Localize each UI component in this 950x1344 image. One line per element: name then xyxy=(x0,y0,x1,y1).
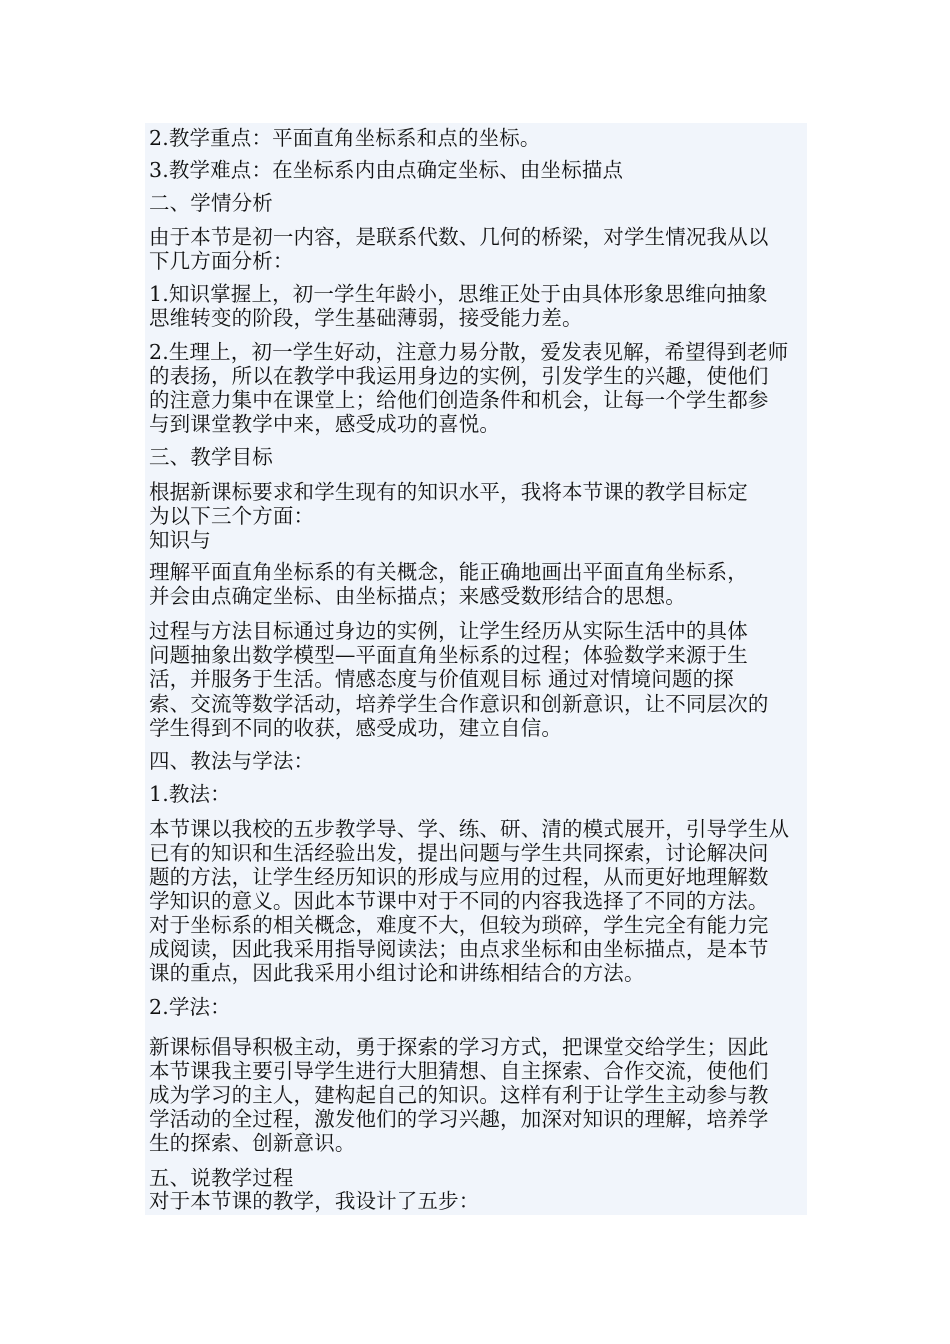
text-line: 生的探索、创新意识。 xyxy=(149,1131,356,1155)
document-body xyxy=(145,123,807,1215)
text-line: 为以下三个方面： xyxy=(149,504,315,528)
text-line: 过程与方法目标通过身边的实例，让学生经历从实际生活中的具体 xyxy=(149,619,748,643)
text-line: 索、交流等数学活动，培养学生合作意识和创新意识，让不同层次的 xyxy=(149,692,769,716)
text-line: 1.知识掌握上，初一学生年龄小，思维正处于由具体形象思维向抽象 xyxy=(149,282,768,306)
text-line: 理解平面直角坐标系的有关概念，能正确地画出平面直角坐标系， xyxy=(149,560,748,584)
text-line: 已有的知识和生活经验出发，提出问题与学生共同探索，讨论解决问 xyxy=(149,841,769,865)
text-line: 根据新课标要求和学生现有的知识水平，我将本节课的教学目标定 xyxy=(149,480,748,504)
text-line: 与到课堂教学中来，感受成功的喜悦。 xyxy=(149,412,501,436)
text-line: 学活动的全过程，激发他们的学习兴趣，加深对知识的理解，培养学 xyxy=(149,1107,769,1131)
text-line: 对于坐标系的相关概念，难度不大，但较为琐碎，学生完全有能力完 xyxy=(149,913,769,937)
text-line: 由于本节是初一内容，是联系代数、几何的桥梁，对学生情况我从以 xyxy=(149,225,769,249)
text-line: 学生得到不同的收获，感受成功，建立自信。 xyxy=(149,716,562,740)
section-heading: 五、说教学过程 xyxy=(149,1166,294,1190)
text-line: 下几方面分析： xyxy=(149,249,294,273)
subheading: 1.教法： xyxy=(149,782,231,806)
text-line: 思维转变的阶段，学生基础薄弱，接受能力差。 xyxy=(149,306,583,330)
text-line: 活，并服务于生活。情感态度与价值观目标 通过对情境问题的探 xyxy=(149,667,734,691)
text-line: 知识与 xyxy=(149,528,211,552)
text-line: 新课标倡导积极主动，勇于探索的学习方式，把课堂交给学生；因此 xyxy=(149,1035,769,1059)
text-line: 的注意力集中在课堂上；给他们创造条件和机会，让每一个学生都参 xyxy=(149,388,769,412)
text-line: 本节课我主要引导学生进行大胆猜想、自主探索、合作交流，使他们 xyxy=(149,1059,769,1083)
text-line: 2.教学重点：平面直角坐标系和点的坐标。 xyxy=(149,126,541,150)
subheading: 2.学法： xyxy=(149,995,231,1019)
section-heading: 三、教学目标 xyxy=(149,445,273,469)
section-heading: 四、教法与学法： xyxy=(149,749,315,773)
text-line: 对于本节课的教学，我设计了五步： xyxy=(149,1189,480,1213)
text-line: 2.生理上，初一学生好动，注意力易分散，爱发表见解，希望得到老师 xyxy=(149,340,789,364)
text-line: 的表扬，所以在教学中我运用身边的实例，引发学生的兴趣，使他们 xyxy=(149,364,769,388)
text-line: 成阅读，因此我采用指导阅读法；由点求坐标和由坐标描点，是本节 xyxy=(149,937,769,961)
text-line: 题的方法，让学生经历知识的形成与应用的过程，从而更好地理解数 xyxy=(149,865,769,889)
text-line: 成为学习的主人，建构起自己的知识。这样有利于让学生主动参与教 xyxy=(149,1083,769,1107)
text-line: 并会由点确定坐标、由坐标描点；来感受数形结合的思想。 xyxy=(149,584,686,608)
text-line: 学知识的意义。因此本节课中对于不同的内容我选择了不同的方法。 xyxy=(149,889,769,913)
section-heading: 二、学情分析 xyxy=(149,191,273,215)
text-line: 3.教学难点：在坐标系内由点确定坐标、由坐标描点 xyxy=(149,158,624,182)
text-line: 本节课以我校的五步教学导、学、练、研、清的模式展开，引导学生从 xyxy=(149,817,790,841)
text-line: 问题抽象出数学模型—平面直角坐标系的过程；体验数学来源于生 xyxy=(149,643,748,667)
text-line: 课的重点，因此我采用小组讨论和讲练相结合的方法。 xyxy=(149,961,645,985)
